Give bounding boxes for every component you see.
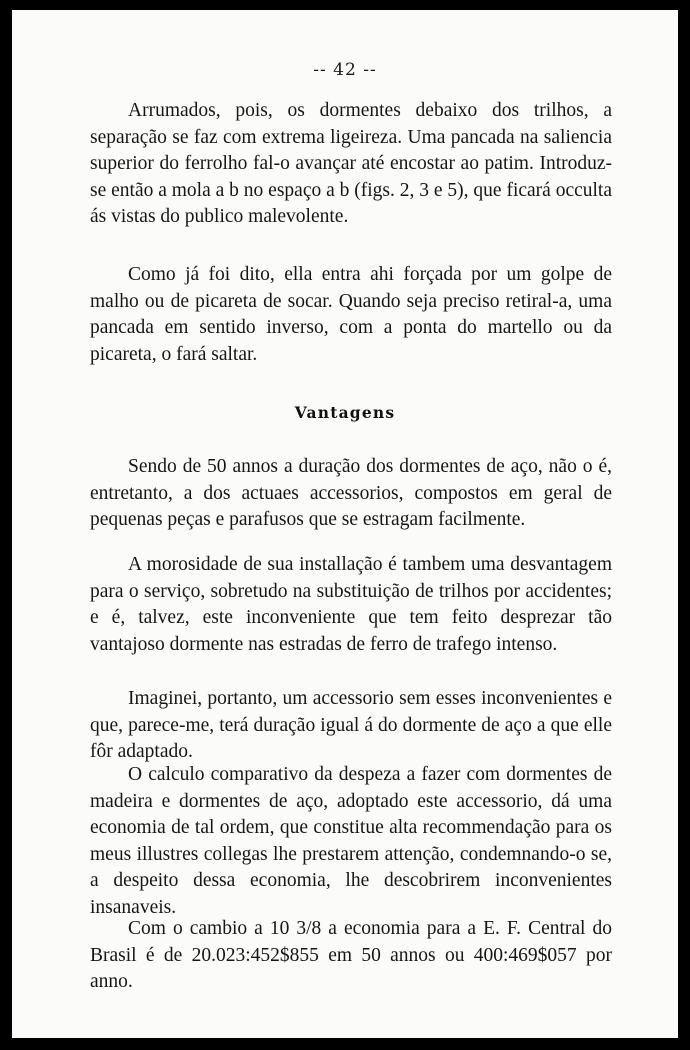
paragraph-5: Imaginei, portanto, um accessorio sem esses inconvenientes e que, parece-me, terá duração igual á do dormente de aço a que elle fôr adaptado.	[90, 688, 612, 763]
section-heading: Vantagens	[294, 403, 396, 422]
paragraph-1: Arrumados, pois, os dormentes debaixo dos trilhos, a separação se faz com extrema ligeireza. Uma pancada na saliencia superior do ferrolho fal-o avançar até encostar ao patim. Introduz-se então a mola a b no espaço a b (figs. 2, 3 e 5), que ficará occulta ás vistas do publico malevolente.	[90, 100, 612, 228]
paragraph-7: Com o cambio a 10 3/8 a economia para a E. F. Central do Brasil é de 20.023:452$855 em 50 annos ou 400:469$057 por anno.	[90, 918, 612, 993]
paragraph-3: Sendo de 50 annos a duração dos dormentes de aço, não o é, entretanto, a dos actuaes accessorios, compostos em geral de pequenas peças e parafusos que se estragam facilmente.	[90, 456, 612, 531]
paragraph-4: A morosidade de sua installação é tambem uma desvantagem para o serviço, sobretudo na substituição de trilhos por accidentes; e é, talvez, este inconveniente que tem feito desprezar tão vantajoso dormente nas estradas de ferro de trafego intenso.	[90, 554, 612, 655]
document-page	[12, 10, 678, 1038]
paragraph-6: O calculo comparativo da despeza a fazer com dormentes de madeira e dormentes de aço, adoptado este accessorio, dá uma economia de tal ordem, que constitue alta recommendação para os meus illustres collegas lhe prestarem attenção, condemnando-o se, a despeito dessa economia, lhe descobrirem inconvenientes insanaveis.	[90, 764, 612, 918]
paragraph-2: Como já foi dito, ella entra ahi forçada por um golpe de malho ou de picareta de socar. Quando seja preciso retiral-a, uma pancada em sentido inverso, com a ponta do martello ou da picareta, o fará saltar.	[90, 264, 612, 365]
page-number: -- 42 --	[313, 60, 377, 80]
